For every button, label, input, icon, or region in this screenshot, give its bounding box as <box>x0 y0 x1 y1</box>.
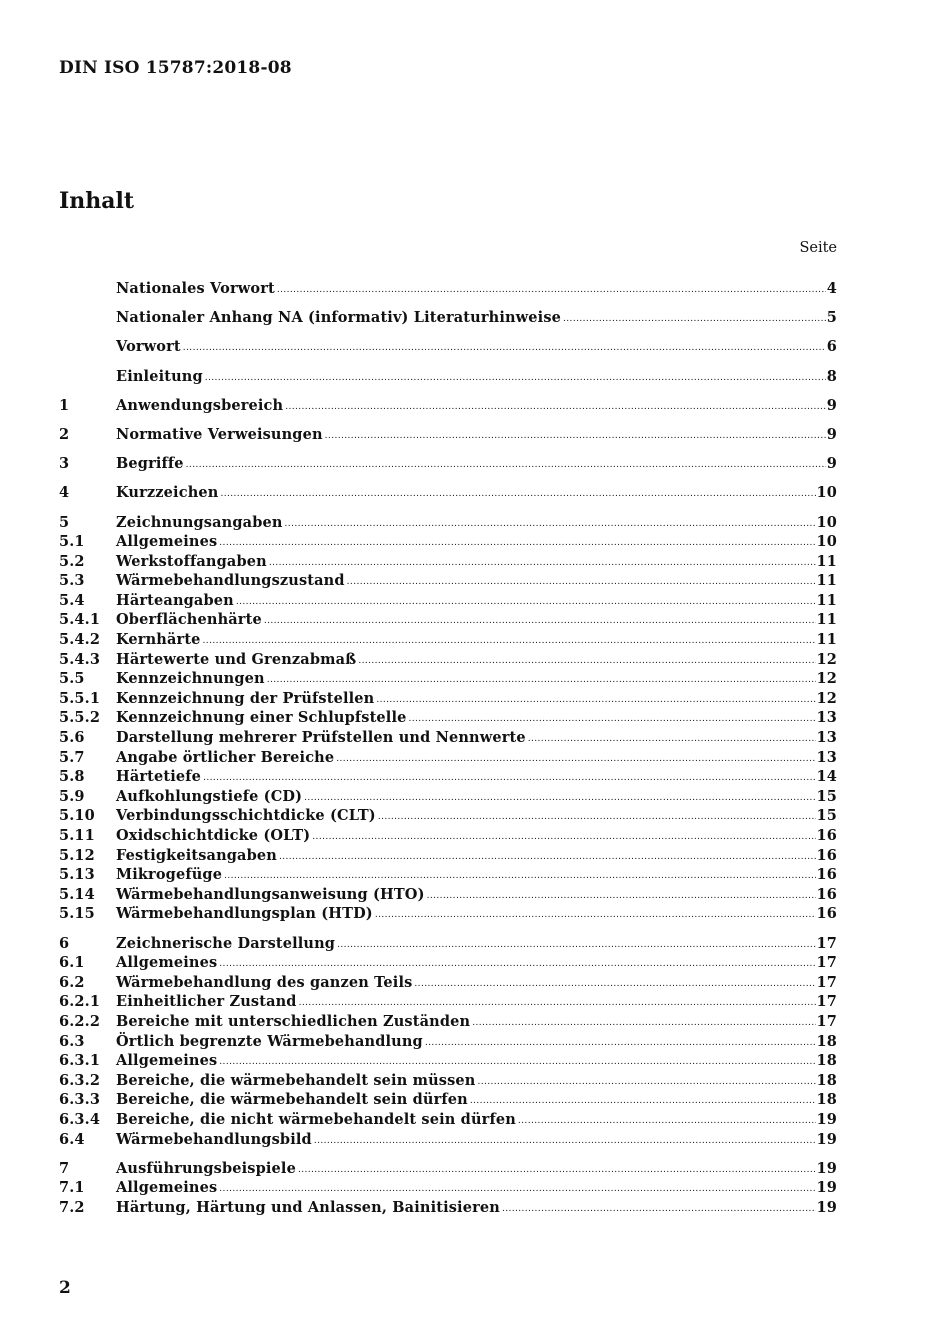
toc-entry[interactable] <box>59 847 837 867</box>
toc-entry-page: 16 <box>816 905 837 923</box>
toc-entry-page: 13 <box>816 729 837 747</box>
toc-entry-title: Oberflächenhärte <box>116 611 262 629</box>
toc-entry[interactable] <box>59 368 837 388</box>
toc-entry-page: 15 <box>816 807 837 825</box>
toc-entry-number: 6.2.2 <box>59 1012 101 1030</box>
toc-entry-title: Normative Verweisungen <box>116 425 323 443</box>
toc-entry-number: 5.4.2 <box>59 631 101 649</box>
toc-entry[interactable] <box>59 553 837 573</box>
toc-dot-leader <box>219 959 815 969</box>
toc-entry[interactable] <box>59 1199 837 1219</box>
toc-entry-title: Angabe örtlicher Bereiche <box>116 748 335 766</box>
toc-entry-page: 19 <box>816 1179 837 1197</box>
toc-entry-number: 6.2.1 <box>59 993 101 1011</box>
toc-entry[interactable] <box>59 1033 837 1053</box>
toc-entry-page: 16 <box>816 846 837 864</box>
toc-entry[interactable] <box>59 426 837 446</box>
toc-dot-leader <box>264 616 816 626</box>
toc-dot-leader <box>358 656 815 666</box>
toc-entry[interactable] <box>59 866 837 886</box>
toc-entry[interactable] <box>59 993 837 1013</box>
toc-entry-number: 6.3.3 <box>59 1091 101 1109</box>
toc-entry[interactable] <box>59 768 837 788</box>
toc-dot-leader <box>299 998 816 1008</box>
toc-dot-leader <box>205 373 826 383</box>
toc-entry-page: 11 <box>816 572 837 590</box>
toc-entry[interactable] <box>59 886 837 906</box>
toc-dot-leader <box>378 812 816 822</box>
toc-entry-page: 11 <box>816 591 837 609</box>
toc-entry-title: Wärmebehandlungszustand <box>116 572 345 590</box>
toc-entry-title: Allgemeines <box>116 1179 218 1197</box>
toc-entry[interactable] <box>59 1111 837 1131</box>
toc-entry-page: 18 <box>816 1091 837 1109</box>
toc-dot-leader <box>414 979 815 989</box>
toc-entry-page: 16 <box>816 827 837 844</box>
toc-entry-page: 16 <box>816 866 837 884</box>
toc-entry-title: Bereiche mit unterschiedlichen Zuständen <box>116 1012 471 1030</box>
toc-entry-page: 8 <box>826 367 837 385</box>
toc-dot-leader <box>336 754 815 764</box>
toc-entry[interactable] <box>59 1052 837 1072</box>
toc-dot-leader <box>219 1057 815 1067</box>
toc-entry[interactable] <box>59 533 837 553</box>
toc-entry-number: 5.5.1 <box>59 689 101 707</box>
toc-entry-title: Festigkeitsangaben <box>116 846 277 864</box>
toc-entry-title: Härtewerte und Grenzabmaß <box>116 650 357 668</box>
toc-entry-page: 11 <box>816 611 837 629</box>
toc-entry-page: 18 <box>816 1052 837 1070</box>
toc-entry-page: 9 <box>826 455 837 473</box>
toc-entry-number: 6.3.1 <box>59 1052 101 1070</box>
toc-entry[interactable] <box>59 1091 837 1111</box>
toc-entry-page: 19 <box>816 1198 837 1216</box>
toc-entry-number: 5.14 <box>59 885 95 903</box>
toc-dot-leader <box>563 314 826 324</box>
toc-entry-number: 5.4.1 <box>59 611 101 629</box>
toc-entry-number: 5.1 <box>59 533 85 551</box>
toc-entry-title: Zeichnungsangaben <box>116 513 283 531</box>
toc-entry-title: Härtetiefe <box>116 768 202 786</box>
toc-entry-page: 6 <box>826 338 837 356</box>
toc-dot-leader <box>267 675 816 685</box>
toc-entry-page: 12 <box>816 650 837 668</box>
toc-entry[interactable] <box>59 729 837 749</box>
toc-entry[interactable] <box>59 611 837 631</box>
toc-entry-page: 19 <box>816 1110 837 1128</box>
toc-entry-title: Mikrogefüge <box>116 866 223 884</box>
toc-entry-number: 5.12 <box>59 846 95 864</box>
toc-entry[interactable] <box>59 631 837 651</box>
toc-dot-leader <box>220 489 815 499</box>
toc-entry[interactable] <box>59 397 837 417</box>
toc-entry-page: 19 <box>816 1130 837 1148</box>
toc-entry-number: 7.2 <box>59 1198 85 1216</box>
toc-entry-number: 2 <box>59 425 70 443</box>
document-id: DIN ISO 15787:2018-08 <box>59 58 292 78</box>
toc-entry[interactable] <box>59 514 837 534</box>
toc-entry-title: Zeichnerische Darstellung <box>116 934 336 952</box>
toc-entry-title: Bereiche, die wärmebehandelt sein müssen <box>116 1071 476 1089</box>
toc-entry-title: Werkstoffangaben <box>116 552 267 570</box>
toc-entry-title: Kennzeichnung einer Schlupfstelle <box>116 709 407 727</box>
toc-entry-title: Kennzeichnung der Prüfstellen <box>116 689 375 707</box>
toc-entry[interactable] <box>59 749 837 769</box>
toc-dot-leader <box>279 852 816 862</box>
toc-dot-leader <box>518 1116 816 1126</box>
toc-entry-page: 10 <box>816 513 837 531</box>
toc-dot-leader <box>236 597 816 607</box>
toc-entry-title: Härteangaben <box>116 591 234 609</box>
toc-entry-title: Ausführungsbeispiele <box>116 1159 296 1177</box>
toc-dot-leader <box>186 460 826 470</box>
toc-dot-leader <box>427 891 816 901</box>
toc-entry-title: Allgemeines <box>116 1052 218 1070</box>
toc-entry-page: 9 <box>826 396 837 414</box>
toc-dot-leader <box>347 577 816 587</box>
toc-dot-leader <box>477 1077 815 1087</box>
toc-entry-page: 10 <box>816 484 837 502</box>
toc-dot-leader <box>472 1018 815 1028</box>
toc-entry-page: 14 <box>816 768 837 786</box>
toc-entry[interactable] <box>59 788 837 808</box>
toc-entry-number: 5.13 <box>59 866 95 884</box>
toc-entry-number: 7 <box>59 1159 70 1177</box>
toc-entry[interactable] <box>59 1131 837 1151</box>
toc-entry-page: 11 <box>816 631 837 649</box>
toc-entry-title: Kernhärte <box>116 631 201 649</box>
toc-dot-leader <box>285 519 816 529</box>
toc-entry-number: 6.3.2 <box>59 1071 101 1089</box>
toc-entry-page: 9 <box>826 425 837 443</box>
toc-entry-title: Einleitung <box>116 367 203 385</box>
toc-entry-page: 13 <box>816 709 837 727</box>
toc-dot-leader <box>219 1184 815 1194</box>
toc-entry-number: 5.8 <box>59 768 85 786</box>
toc-entry-number: 5.7 <box>59 748 85 766</box>
toc-entry-number: 6.4 <box>59 1130 85 1148</box>
toc-entry-page: 16 <box>816 885 837 903</box>
toc-dot-leader <box>337 940 815 950</box>
toc-entry-page: 19 <box>816 1159 837 1177</box>
toc-entry[interactable] <box>59 670 837 690</box>
toc-entry-page: 13 <box>816 748 837 766</box>
toc-entry[interactable] <box>59 954 837 974</box>
toc-entry-page: 17 <box>816 1012 837 1030</box>
toc-entry-page: 12 <box>816 670 837 688</box>
toc-entry[interactable] <box>59 1179 837 1199</box>
toc-entry-page: 18 <box>816 1032 837 1050</box>
toc-dot-leader <box>470 1096 816 1106</box>
toc-entry-number: 6.1 <box>59 954 85 972</box>
toc-entry-title: Wärmebehandlungsanweisung (HTO) <box>116 885 425 903</box>
toc-entry[interactable] <box>59 1072 837 1092</box>
toc-entry[interactable] <box>59 827 837 847</box>
toc-entry-number: 6.2 <box>59 973 85 991</box>
toc-entry[interactable] <box>59 592 837 612</box>
toc-entry[interactable] <box>59 338 837 358</box>
toc-entry-title: Allgemeines <box>116 954 218 972</box>
toc-entry-number: 3 <box>59 455 70 473</box>
toc-entry[interactable] <box>59 1013 837 1033</box>
toc-dot-leader <box>183 343 826 353</box>
toc-entry-page: 15 <box>816 787 837 805</box>
toc-entry-title: Aufkohlungstiefe (CD) <box>116 787 303 805</box>
toc-entry-page: 17 <box>816 954 837 972</box>
toc-entry-title: Darstellung mehrerer Prüfstellen und Nennwerte <box>116 729 526 747</box>
page-column-label: Seite <box>799 240 837 256</box>
toc-entry-number: 6.3 <box>59 1032 85 1050</box>
page-title: Inhalt <box>59 188 135 214</box>
toc-entry-title: Anwendungsbereich <box>116 396 284 414</box>
toc-entry-number: 6 <box>59 934 70 952</box>
toc-entry-title: Einheitlicher Zustand <box>116 993 297 1011</box>
toc-entry[interactable] <box>59 572 837 592</box>
toc-entry-number: 5.5.2 <box>59 709 101 727</box>
table-of-contents <box>59 280 837 1218</box>
toc-dot-leader <box>277 285 826 295</box>
toc-entry-title: Nationales Vorwort <box>116 280 275 297</box>
toc-dot-leader <box>314 1136 816 1146</box>
toc-entry-number: 6.3.4 <box>59 1110 101 1128</box>
toc-entry-page: 17 <box>816 934 837 952</box>
toc-entry-page: 11 <box>816 552 837 570</box>
toc-entry-title: Härtung, Härtung und Anlassen, Bainitisieren <box>116 1198 500 1216</box>
toc-dot-leader <box>203 773 815 783</box>
toc-entry-number: 5.2 <box>59 552 85 570</box>
toc-entry-number: 5.6 <box>59 729 85 747</box>
toc-entry-title: Wärmebehandlung des ganzen Teils <box>116 973 413 991</box>
toc-entry-title: Oxidschichtdicke (OLT) <box>116 827 311 844</box>
toc-entry[interactable] <box>59 974 837 994</box>
toc-entry-number: 5.4.3 <box>59 650 101 668</box>
toc-entry-title: Örtlich begrenzte Wärmebehandlung <box>116 1032 423 1050</box>
toc-entry[interactable] <box>59 807 837 827</box>
toc-entry-title: Wärmebehandlungsbild <box>116 1130 312 1148</box>
toc-entry-number: 5.9 <box>59 787 85 805</box>
toc-entry-page: 17 <box>816 973 837 991</box>
toc-entry[interactable] <box>59 651 837 671</box>
toc-dot-leader <box>408 714 815 724</box>
toc-dot-leader <box>325 431 826 441</box>
toc-dot-leader <box>224 871 815 881</box>
toc-entry-page: 18 <box>816 1071 837 1089</box>
toc-entry-title: Vorwort <box>116 338 181 356</box>
toc-entry-title: Begriffe <box>116 455 184 473</box>
toc-entry-title: Wärmebehandlungsplan (HTD) <box>116 905 373 923</box>
toc-entry-page: 12 <box>816 689 837 707</box>
toc-dot-leader <box>375 910 816 920</box>
toc-entry-number: 7.1 <box>59 1179 85 1197</box>
toc-entry-number: 5.15 <box>59 905 95 923</box>
toc-entry-title: Kurzzeichen <box>116 484 219 502</box>
toc-entry-title: Nationaler Anhang NA (informativ) Literaturhinweise <box>116 309 562 327</box>
toc-entry-title: Bereiche, die wärmebehandelt sein dürfen <box>116 1091 468 1109</box>
toc-entry-page: 4 <box>826 280 837 297</box>
toc-entry-page: 10 <box>816 533 837 551</box>
toc-dot-leader <box>502 1204 816 1214</box>
toc-entry-page: 17 <box>816 993 837 1011</box>
toc-dot-leader <box>203 636 816 646</box>
toc-entry-number: 5.3 <box>59 572 85 590</box>
toc-dot-leader <box>219 538 815 548</box>
toc-entry[interactable] <box>59 280 837 300</box>
toc-entry-title: Bereiche, die nicht wärmebehandelt sein dürfen <box>116 1110 516 1128</box>
toc-dot-leader <box>285 402 826 412</box>
toc-dot-leader <box>304 793 815 803</box>
toc-entry[interactable] <box>59 309 837 329</box>
toc-entry[interactable] <box>59 455 837 475</box>
toc-entry-title: Allgemeines <box>116 533 218 551</box>
toc-entry-number: 1 <box>59 396 70 414</box>
toc-dot-leader <box>376 695 815 705</box>
toc-entry-number: 5.4 <box>59 591 85 609</box>
toc-entry-number: 4 <box>59 484 70 502</box>
toc-entry-page: 5 <box>826 309 837 327</box>
toc-dot-leader <box>298 1165 816 1175</box>
toc-entry[interactable] <box>59 709 837 729</box>
toc-entry[interactable] <box>59 935 837 955</box>
toc-entry-number: 5.11 <box>59 827 95 844</box>
page-number: 2 <box>59 1278 71 1298</box>
toc-dot-leader <box>312 832 815 842</box>
toc-entry[interactable] <box>59 484 837 504</box>
toc-dot-leader <box>528 734 816 744</box>
toc-entry-number: 5.5 <box>59 670 85 688</box>
toc-dot-leader <box>269 558 816 568</box>
toc-entry-number: 5.10 <box>59 807 95 825</box>
toc-entry[interactable] <box>59 1160 837 1180</box>
toc-entry-title: Kennzeichnungen <box>116 670 265 688</box>
toc-entry-number: 5 <box>59 513 70 531</box>
toc-entry[interactable] <box>59 905 837 925</box>
toc-entry[interactable] <box>59 690 837 710</box>
toc-dot-leader <box>425 1038 816 1048</box>
toc-entry-title: Verbindungsschichtdicke (CLT) <box>116 807 376 825</box>
